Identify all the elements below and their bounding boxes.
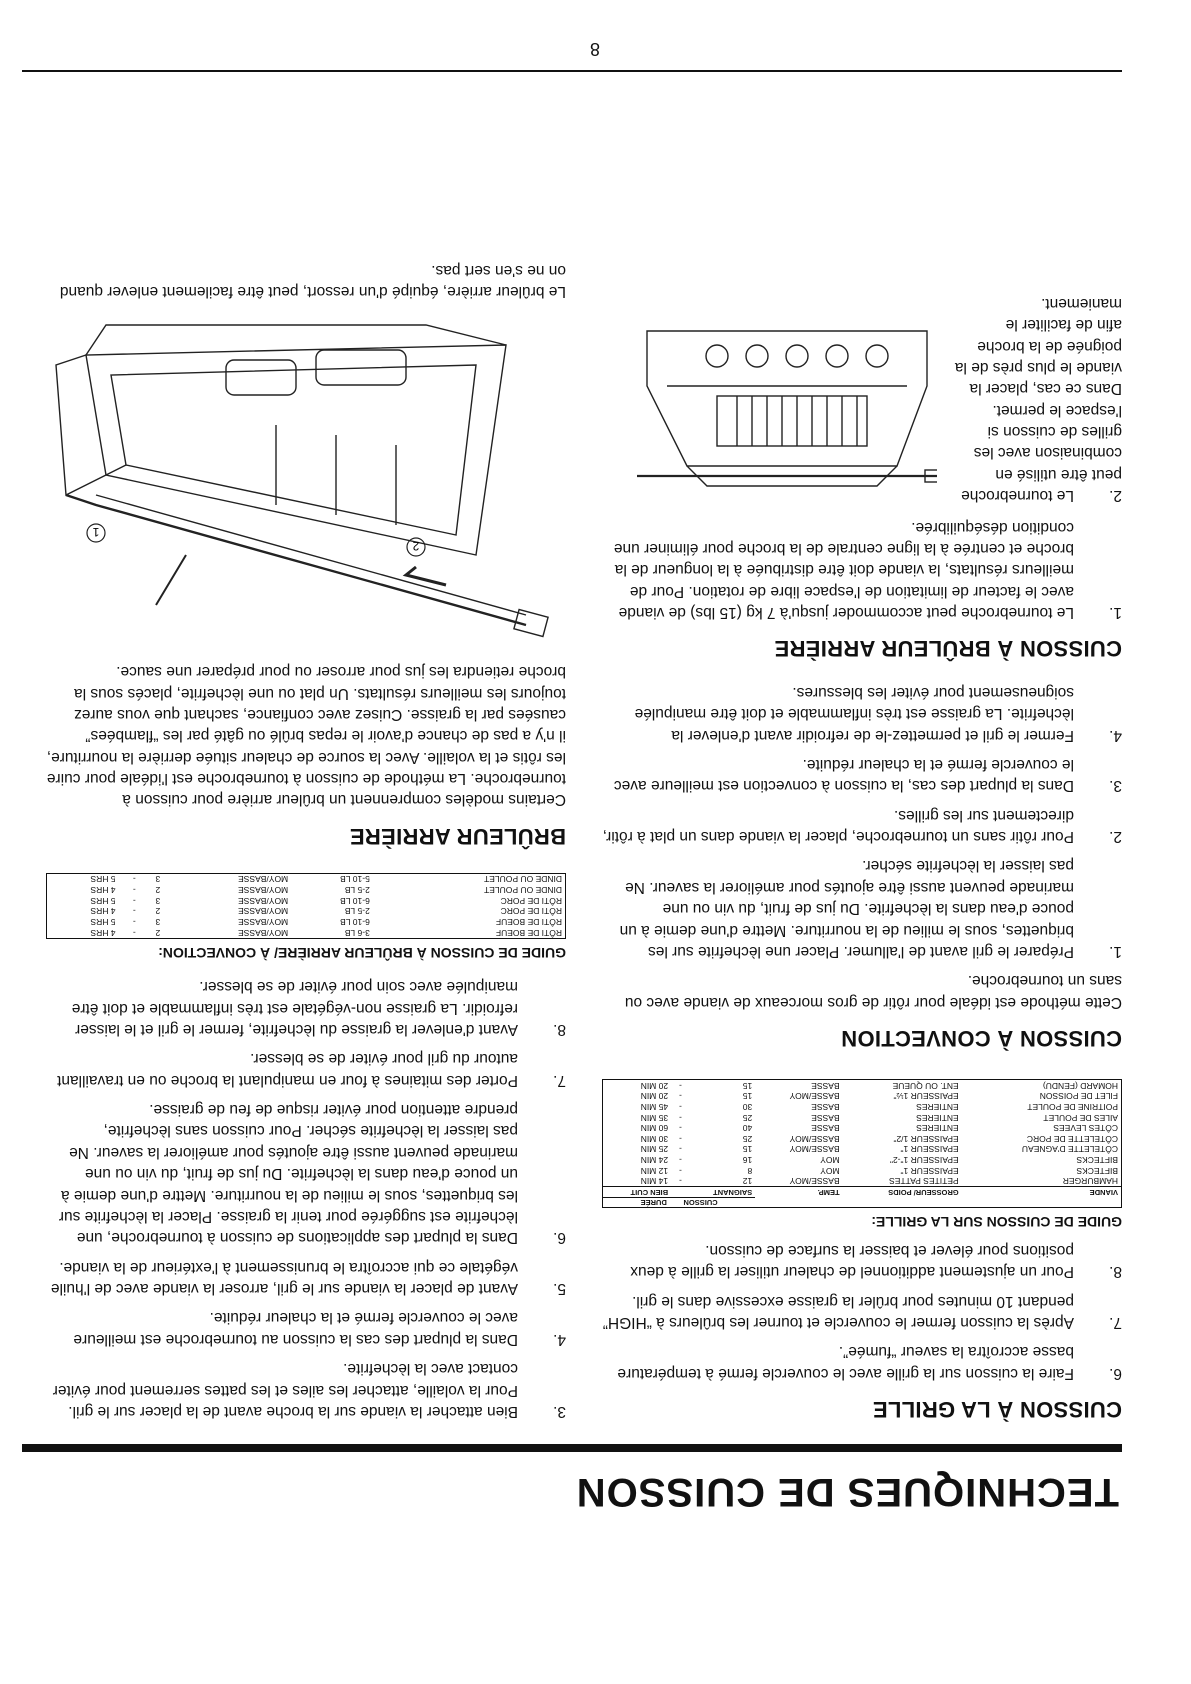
table-cell: ENT. OU QUEUE — [892, 1080, 959, 1091]
grille-steps — [602, 1239, 1122, 1383]
table-cell: EPAISSEUR 1" — [900, 1165, 959, 1176]
list-item — [952, 292, 1122, 506]
table-cell: MOY/BASSE — [238, 916, 289, 927]
table-row — [603, 1133, 1122, 1144]
table-cell: - — [679, 1133, 682, 1144]
table-cell: 5 HRS — [90, 916, 116, 927]
table-cell: HAMBURGER — [1062, 1176, 1118, 1187]
list-item — [602, 1290, 1122, 1333]
table-cell: EPAISSEUR 1/2" — [893, 1133, 959, 1144]
table-cell: BASSE/MOY — [789, 1133, 840, 1144]
table-cell: - — [132, 874, 136, 885]
table-cell: 15 — [742, 1080, 753, 1091]
table-cell: HOMARD (FENDU) — [1042, 1080, 1118, 1091]
table-cell: 8 — [747, 1165, 753, 1176]
table-row — [47, 895, 566, 906]
table-cell: 60 MIN — [640, 1123, 669, 1134]
table-cell: 2-5 LB — [344, 885, 370, 896]
step-number: 6. — [1109, 1364, 1122, 1382]
table-cell: - — [132, 916, 136, 927]
table-cell: 2 — [155, 927, 161, 938]
table-cell: 25 — [742, 1112, 753, 1123]
label-one: 1 — [92, 524, 100, 539]
table-cell: 6-10 LB — [340, 916, 370, 927]
table-cell: - — [679, 1101, 682, 1112]
table-cell: RÔTI DE BOEUF — [495, 927, 562, 938]
step-text: Dans la plupart des cas, la cuisson à convection est meilleure avec le couvercle fermé et la chaleur réduite. — [613, 755, 1074, 795]
table-cell: 5-10 LB — [340, 874, 370, 885]
step-text: Fermer le gril et permettez-le de refroidir avant d'enlever la lèchefrite. La graisse est très inflammable et doit être manipulée soigneusement pour éviter les blessures. — [634, 683, 1074, 744]
step-number: 1. — [1109, 942, 1122, 960]
table-cell: 5 HRS — [90, 874, 116, 885]
step-text: Dans la plupart des applications de cuisson à tournebroche, une lèchefrite est suggérée pour tenir la graisse. Placer la lèchefrite sur les briquettes, sous le milieu de la nourriture. Mettre d'une demie à un pouce d'eau dans la lèchefrite. Du jus de fruit, du vin ou une marinade peuvent aussi être ajoutés pour améliorer la saveur. Ne pas laisser la lèchefrite sécher. Pour cuisson sans lèchefrite, prendre attention pour éviter risque de feu de graisse. — [58, 1101, 518, 1247]
step-number: 2. — [1109, 487, 1122, 505]
table-cell: - — [679, 1155, 682, 1166]
table-cell: EPAISSEUR 1½" — [893, 1091, 959, 1102]
table-header-cell: GROSSEUR/ POIDS — [843, 1187, 962, 1197]
table-cell: MOY — [820, 1155, 840, 1166]
table-row — [603, 1123, 1122, 1134]
list-item — [46, 1307, 566, 1350]
footer-rule — [22, 70, 1122, 72]
illustration-caption: Le brûleur arrière, équipé d'un ressort, peut être facilement enlever quand on ne s'en sert pas. — [59, 262, 566, 301]
step-text: Porter des mitaines à four en manipulant la broche ou en travaillant autour du gril pour éviter de se blesser. — [57, 1050, 518, 1089]
table-cell: ENTIERES — [916, 1123, 959, 1134]
table-cell: BASSE — [811, 1080, 840, 1091]
table-cell: 4 HRS — [90, 885, 116, 896]
rotisserie-illustration-block — [602, 176, 1122, 506]
step-text: Bien attacher la viande sur la broche avant de la placer sur le gril. Pour la volaille, attacher les ailes et les pattes serrement pour éviter contact avec la lèchefrite. — [52, 1360, 518, 1420]
table-header-row — [603, 1187, 1122, 1197]
table-cell: 15 — [742, 1091, 753, 1102]
table-cell: 2 — [155, 906, 161, 917]
table-cell: - — [679, 1176, 682, 1187]
table-row — [47, 884, 566, 895]
table-cell: - — [679, 1144, 682, 1155]
step-number: 7. — [553, 1071, 566, 1089]
list-item — [602, 1341, 1122, 1384]
bruleur-arriere-title: BRÛLEUR ARRIÈRE — [349, 823, 566, 849]
convection-intro: Cette méthode est idéale pour rôtir de gros morceaux de viande avec ou sans un tournebroche. — [624, 972, 1122, 1011]
table-cell: BASSE — [811, 1101, 840, 1112]
grill-guide-body — [603, 1080, 1122, 1187]
table-cell: - — [679, 1112, 682, 1123]
grill-guide-table — [602, 1079, 1122, 1208]
table-cell: CÔTELETTE DE PORC — [1026, 1133, 1118, 1144]
list-item — [602, 681, 1122, 745]
table-cell: 30 MIN — [640, 1133, 669, 1144]
table-cell: - — [132, 927, 136, 938]
table-cell: - — [679, 1123, 682, 1134]
left-column — [602, 176, 1122, 1434]
table-cell: 45 MIN — [640, 1101, 669, 1112]
table-row — [47, 916, 566, 927]
rear-burner-illustration — [46, 315, 566, 645]
table-row — [47, 927, 566, 938]
table-cell: POITRINE DE POULET — [1027, 1101, 1118, 1112]
table-cell: MOY/BASSE — [238, 885, 289, 896]
step-number: 1. — [1109, 604, 1122, 622]
table-cell: MOY — [820, 1165, 840, 1176]
list-item — [46, 1358, 566, 1422]
table-header-group — [603, 1197, 756, 1207]
list-item — [46, 1099, 566, 1249]
table-header-cell: SAIGNANT — [685, 1187, 755, 1197]
table-cell: MOY/BASSE — [238, 906, 289, 917]
label-two: 2 — [412, 538, 420, 553]
table-header-cell: TEMP. — [755, 1187, 842, 1197]
bruleur-cuisson-steps — [602, 516, 1122, 623]
table-cell: 3-6 LB — [344, 927, 370, 938]
list-item — [602, 754, 1122, 797]
table-cell: 24 MIN — [640, 1155, 669, 1166]
table-cell: 25 — [742, 1133, 753, 1144]
table-cell: - — [132, 906, 136, 917]
table-cell: CÔTELETTE D'AGNEAU — [1021, 1144, 1118, 1155]
table-cell: - — [132, 895, 136, 906]
table-cell: DINDE OU POULET — [484, 885, 562, 896]
step-number: 2. — [1109, 828, 1122, 846]
list-item — [46, 1048, 566, 1091]
table-cell: RÔTI DE PORC — [500, 906, 562, 917]
table-cell: EPAISSEUR 1"-2" — [889, 1155, 959, 1166]
table-cell: BIFTECKS — [1076, 1165, 1118, 1176]
right-column — [46, 252, 566, 1434]
table-cell: PETITES PATTES — [889, 1176, 959, 1187]
table-row — [603, 1197, 1122, 1207]
table-cell: DINDE OU POULET — [484, 874, 562, 885]
step-text: Avant de placer la viande sur le gril, arroser la viande avec de l'huile végétale ce qui accroîtra le brunissement à l'extérieur de la viande. — [50, 1258, 518, 1298]
grill-guide-title: GUIDE DE CUISSON SUR LA GRILLE: — [871, 1214, 1122, 1231]
step-text: Faire la cuisson sur la grille avec le couvercle fermé à température basse accroîtra la saveur “fumée”. — [617, 1343, 1074, 1382]
table-row — [603, 1112, 1122, 1123]
table-cell: 3 — [155, 895, 161, 906]
table-cell: EPAISSEUR 1" — [900, 1144, 959, 1155]
grill-rotisserie-illustration — [637, 316, 937, 506]
step-number: 5. — [553, 1280, 566, 1298]
table-cell: RÔTI DE BOEUF — [495, 916, 562, 927]
table-cell: MOY/BASSE — [238, 895, 289, 906]
step-text: Dans la plupart des cas la cuisson au tournebroche est meilleure avec le couvercle fermé et la chaleur réduite. — [73, 1309, 518, 1348]
table-row — [603, 1101, 1122, 1112]
step-text: Le tournebroche peut être utilisé en combinaison avec les grilles de cuisson si l'espace le permet. Dans ce cas, placer la viande le plus près de la poignée de la broche afin de faciliter le maniement. — [954, 294, 1122, 505]
table-cell: MOY/BASSE — [238, 874, 289, 885]
step-text: Avant d'enlever la graisse du lèchefrite, fermer le gril et le laisser refroidir. La graisse non-végétale est très inflammable et doit être manipulée avec soin pour éviter de se blesser. — [71, 978, 518, 1038]
rotisserie-steps — [46, 976, 566, 1422]
table-cell: - — [132, 885, 136, 896]
table-cell: 25 MIN — [640, 1144, 669, 1155]
duree-label: DURÉE — [640, 1198, 667, 1208]
table-cell: RÔTI DE PORC — [500, 895, 562, 906]
bruleur-arriere-text: Certains modèles comprennent un brûleur arrière pour cuisson à tournebroche. La méthode de cuisson à tournebroche est l'idéale pour cuire les rôtis et la volaille. Avec la source de chaleur située derrière la nourriture, il n'y a pas de chance d'avoir le repas brûlé ou gâté par les “flambées” causées par la graisse. Cuisez avec confiance, sachant que vous aurez toujours les meilleurs résultats. Un plat ou une lèchefrite, placés sous la broche retiendra les jus pour arroser ou pour préparer une sauce. — [46, 663, 566, 809]
table-cell: 3 — [155, 916, 161, 927]
table-header-cell: VIANDE — [962, 1187, 1122, 1197]
table-cell: ENTIERES — [916, 1112, 959, 1123]
table-cell: 14 MIN — [640, 1176, 669, 1187]
table-cell: 5 HRS — [90, 895, 116, 906]
table-cell: - — [679, 1091, 682, 1102]
table-row — [603, 1091, 1122, 1102]
table-cell: BIFTECKS — [1076, 1155, 1118, 1166]
table-cell: 3 — [155, 874, 161, 885]
convection-steps — [602, 681, 1122, 962]
step-number: 8. — [1109, 1263, 1122, 1281]
list-item — [602, 1239, 1122, 1282]
table-cell: 4 HRS — [90, 927, 116, 938]
list-item — [46, 976, 566, 1040]
cuisson-label: CUISSON — [683, 1198, 718, 1208]
step-number: 8. — [553, 1021, 566, 1038]
table-cell: BASSE/MOY — [789, 1091, 840, 1102]
step-number: 3. — [1109, 777, 1122, 795]
table-cell: 30 — [742, 1101, 753, 1112]
table-cell: BASSE — [811, 1123, 840, 1134]
step-number: 4. — [1109, 726, 1122, 744]
step-text: Après la cuisson fermer le couvercle et tourner les brûleurs à “HIGH” pendant 10 minutes pour brûler la graisse excessive dans le gril. — [602, 1292, 1074, 1331]
table-header-cell: BIEN CUIT — [603, 1187, 672, 1197]
table-row — [47, 873, 566, 884]
table-row — [603, 1154, 1122, 1165]
table-cell: 2 — [155, 885, 161, 896]
grille-title: CUISSON À LA GRILLE — [872, 1397, 1122, 1422]
table-row — [603, 1144, 1122, 1155]
table-cell: 12 MIN — [640, 1165, 669, 1176]
step-number: 6. — [553, 1229, 566, 1247]
table-cell: 20 MIN — [640, 1091, 669, 1102]
table-cell: CÔTES LEVEES — [1053, 1123, 1118, 1134]
step-number: 7. — [1109, 1313, 1122, 1331]
bruleur-cuisson-title: CUISSON À BRÛLEUR ARRIÈRE — [774, 636, 1122, 662]
table-cell: ENTIERES — [916, 1101, 959, 1112]
table-row — [47, 906, 566, 917]
table-cell: 40 — [742, 1123, 753, 1134]
table-cell: 4 HRS — [90, 906, 116, 917]
table-cell: - — [679, 1165, 682, 1176]
list-item — [602, 516, 1122, 623]
title-rule — [22, 1444, 1122, 1452]
table-header-cell — [671, 1187, 685, 1197]
table-cell: 15 — [742, 1144, 753, 1155]
table-cell: AILES DE POULET — [1043, 1112, 1118, 1123]
table-cell: MOY/BASSE — [238, 927, 289, 938]
table-cell: FILET DE POISSON — [1039, 1091, 1118, 1102]
table-cell: 6-10 LB — [340, 895, 370, 906]
page-number: 8 — [590, 39, 601, 59]
table-cell: 35 MIN — [640, 1112, 669, 1123]
table-cell: 16 — [742, 1155, 753, 1166]
convection-guide-table — [46, 873, 566, 939]
step-number: 3. — [553, 1403, 566, 1420]
table-cell: BASSE/MOY — [789, 1144, 840, 1155]
table-row — [603, 1165, 1122, 1176]
step-number: 4. — [553, 1330, 566, 1348]
step-text: Le tournebroche peut accommoder jusqu'à 7 kg (15 lbs) de viande avec le facteur de limitation de l'espace libre de rotation. Pour de meilleurs résultats, la viande doit être distribuée à la longueur de la broche et centrée à la ligne centrale de la broche pour éliminer une condition déséquilibrée. — [613, 518, 1074, 622]
list-item — [602, 855, 1122, 962]
table-cell: 12 — [742, 1176, 753, 1187]
convection-title: CUISSON À CONVECTION — [840, 1026, 1122, 1052]
step-text: Pour un ajustement additionnel de chaleur utiliser la grille à deux positions pour élever et baisser la surface de cuisson. — [630, 1241, 1074, 1281]
step-text: Préparer le gril avant de l'allumer. Placer une lèchefrite sur les briquettes, sous le milieu de la nourriture. Mettre d'une demie à un pouce d'eau dans la lèchefrite. Du jus de fruit, du vin ou une marinade peuvent aussi être ajoutés pour améliorer la saveur. Ne pas laisser la lèchefrite sécher. — [619, 857, 1074, 960]
table-cell: 20 MIN — [640, 1080, 669, 1091]
convection-guide-title: GUIDE DE CUISSON À BRÛLEUR ARRIÈRE/ À CONVECTION: — [158, 944, 566, 961]
table-cell: BASSE — [811, 1112, 840, 1123]
table-cell: 2-5 LB — [344, 906, 370, 917]
list-item — [46, 1256, 566, 1299]
step-text: Pour rôtir sans un tournebroche, placer la viande dans un plat à rôtir, directement sur les grilles. — [602, 806, 1074, 846]
page-title: TECHNIQUES DE CUISSON — [575, 1470, 1119, 1514]
table-cell: BASSE/MOY — [789, 1176, 840, 1187]
table-row — [603, 1176, 1122, 1187]
table-cell: - — [679, 1080, 682, 1091]
convection-guide-body — [47, 873, 566, 938]
list-item — [602, 804, 1122, 847]
table-row — [603, 1080, 1122, 1091]
